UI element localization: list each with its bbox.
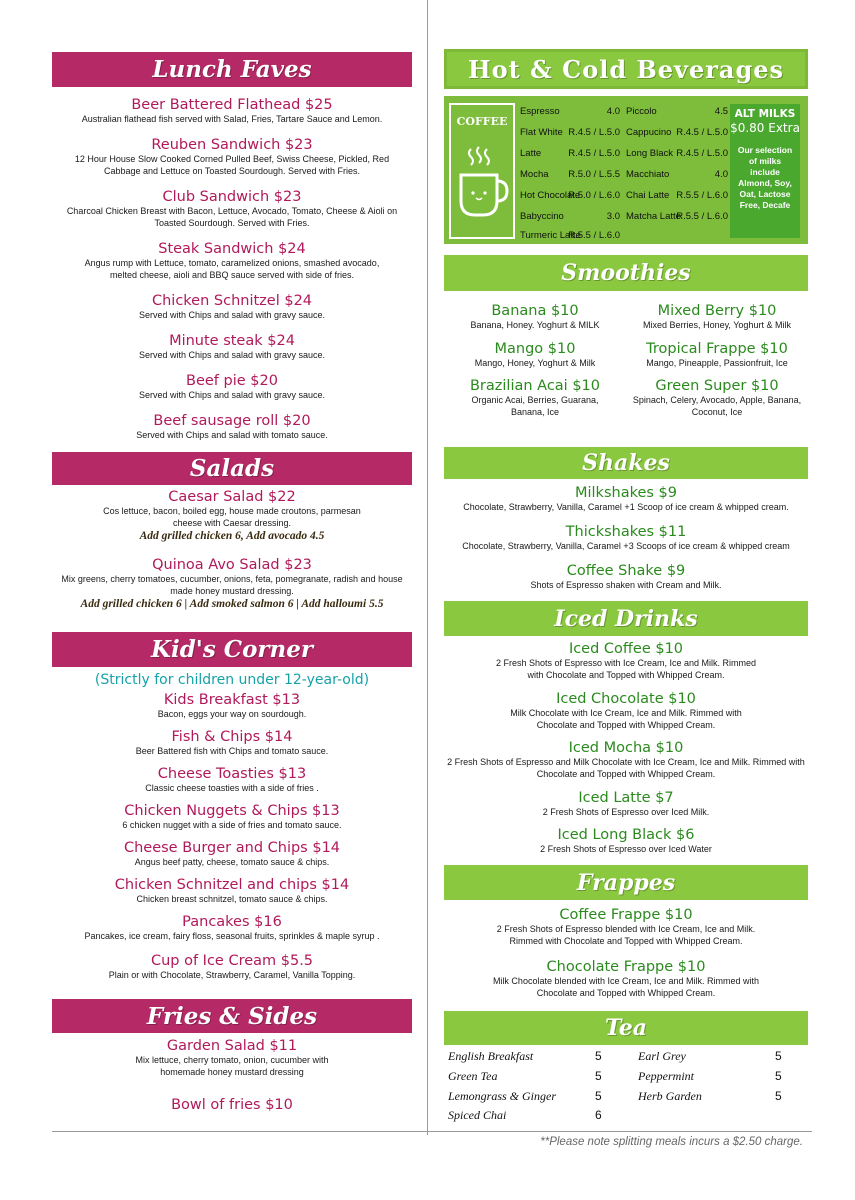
drink-name: Hot Chocolate bbox=[520, 190, 581, 201]
beverages-banner bbox=[444, 49, 808, 89]
item-desc: 2 Fresh Shots of Espresso over Iced Water bbox=[540, 844, 712, 854]
alt-milks-title: ALT MILKS bbox=[734, 108, 796, 120]
tea-list bbox=[444, 1049, 808, 1129]
section-title: Frappes bbox=[576, 869, 676, 896]
drink-price: R.5.5 / L.6.0 bbox=[676, 190, 728, 201]
item-desc: 6 chicken nugget with a side of fries and tomato sauce. bbox=[122, 820, 342, 830]
alt-milks-panel bbox=[730, 104, 800, 238]
item-name: Milkshakes $9 bbox=[574, 485, 677, 501]
item-desc: Served with Chips and salad with tomato sauce. bbox=[136, 430, 328, 440]
menu-item bbox=[52, 96, 412, 126]
drink-name: Matcha Latte bbox=[626, 211, 681, 222]
item-desc: Chocolate, Strawberry, Vanilla, Caramel +3 Scoops of ice cream & whipped cream bbox=[462, 541, 790, 551]
item-name: Iced Long Black $6 bbox=[557, 827, 695, 843]
coffee-panel bbox=[449, 103, 515, 239]
item-name: Beef sausage roll $20 bbox=[153, 413, 311, 429]
item-name: Beef pie $20 bbox=[186, 373, 278, 389]
footer-divider bbox=[52, 1131, 812, 1132]
section-title: Shakes bbox=[582, 450, 670, 476]
menu-item bbox=[52, 1096, 412, 1114]
menu-item bbox=[444, 958, 808, 999]
section-title: Kid's Corner bbox=[150, 636, 314, 663]
menu-item bbox=[52, 372, 412, 402]
kids-age-note: (Strictly for children under 12-year-old) bbox=[94, 672, 370, 688]
item-name: Reuben Sandwich $23 bbox=[151, 137, 313, 153]
drink-name: Chai Latte bbox=[626, 190, 670, 201]
coffee-row bbox=[520, 207, 620, 227]
item-desc: Mix greens, cherry tomatoes, cucumber, onions, feta, pomegranate, radish and house made honey mustard dressing. bbox=[61, 574, 403, 596]
item-name: Thickshakes $11 bbox=[565, 524, 687, 540]
item-desc: Banana, Honey. Yoghurt & MILK bbox=[470, 320, 600, 330]
left-column bbox=[52, 0, 412, 1130]
item-name: Tropical Frappe $10 bbox=[646, 341, 788, 357]
item-name: Cup of Ice Cream $5.5 bbox=[150, 953, 314, 969]
item-desc: Organic Acai, Berries, Guarana, Banana, Ice bbox=[471, 395, 599, 417]
drink-name: Mocha bbox=[520, 169, 549, 180]
menu-item bbox=[52, 765, 412, 795]
coffee-row bbox=[520, 165, 620, 185]
item-name: Cheese Burger and Chips $14 bbox=[123, 840, 341, 856]
item-name: Caesar Salad $22 bbox=[168, 489, 296, 505]
item-name: Chicken Nuggets & Chips $13 bbox=[124, 803, 340, 819]
item-desc: 2 Fresh Shots of Espresso blended with Ice Cream, Ice and Milk. Rimmed with Chocolate and Topped with Whipped Cream. bbox=[496, 924, 756, 946]
tea-price: 6 bbox=[595, 1108, 602, 1122]
item-desc: Milk Chocolate with Ice Cream, Ice and Milk. Rimmed with Chocolate and Topped with Whipped Cream. bbox=[510, 708, 742, 730]
kids-corner-banner bbox=[52, 632, 412, 667]
menu-item bbox=[52, 691, 412, 721]
item-name: Cheese Toasties $13 bbox=[157, 766, 307, 782]
item-name: Coffee Shake $9 bbox=[566, 563, 686, 579]
tea-price: 5 bbox=[595, 1069, 602, 1083]
menu-item bbox=[444, 302, 626, 332]
shakes-banner bbox=[444, 447, 808, 479]
item-desc: Served with Chips and salad with gravy sauce. bbox=[138, 310, 326, 320]
item-addons: Add grilled chicken 6, Add avocado 4.5 bbox=[139, 530, 325, 542]
menu-item bbox=[52, 952, 412, 982]
frappes-banner bbox=[444, 865, 808, 900]
tea-price: 5 bbox=[775, 1069, 782, 1083]
menu-item bbox=[52, 412, 412, 442]
right-column bbox=[444, 0, 808, 1130]
tea-name: Earl Grey bbox=[638, 1049, 686, 1063]
drink-price: 4.5 bbox=[714, 106, 728, 117]
item-name: Mixed Berry $10 bbox=[657, 303, 777, 319]
menu-item bbox=[444, 690, 808, 731]
item-name: Coffee Frappe $10 bbox=[559, 907, 693, 923]
tea-price: 5 bbox=[775, 1049, 782, 1063]
alt-milks-note: Our selection of milks include Almond, Soy, Oat, Lactose Free, Decafe bbox=[737, 145, 793, 210]
menu-item bbox=[52, 188, 412, 229]
item-desc: Served with Chips and salad with gravy sauce. bbox=[138, 390, 326, 400]
salads-banner bbox=[52, 452, 412, 485]
menu-item bbox=[444, 484, 808, 514]
smoothies-banner bbox=[444, 255, 808, 291]
smoothies-grid bbox=[444, 302, 808, 422]
item-desc: Chicken breast schnitzel, tomato sauce & chips. bbox=[136, 894, 328, 904]
item-desc: Pancakes, ice cream, fairy floss, seasonal fruits, sprinkles & maple syrup . bbox=[84, 931, 380, 941]
drink-price: R.5.0 / L.6.0 bbox=[568, 190, 620, 201]
coffee-row bbox=[520, 123, 620, 143]
item-name: Iced Chocolate $10 bbox=[556, 691, 696, 707]
item-desc: 2 Fresh Shots of Espresso with Ice Cream, Ice and Milk. Rimmed with Chocolate and Topped with Whipped Cream. bbox=[495, 658, 757, 680]
item-desc: Mixed Berries, Honey, Yoghurt & Milk bbox=[643, 320, 791, 330]
drink-name: Turmeric Latte bbox=[520, 230, 581, 241]
item-name: Beer Battered Flathead $25 bbox=[131, 97, 333, 113]
tea-name: Green Tea bbox=[448, 1069, 498, 1083]
item-desc: Mango, Honey, Yoghurt & Milk bbox=[474, 358, 596, 368]
drink-price: R.4.5 / L.5.0 bbox=[568, 148, 620, 159]
item-name: Chicken Schnitzel $24 bbox=[151, 293, 313, 309]
section-title: Fries & Sides bbox=[146, 1002, 318, 1030]
drink-price: 4.0 bbox=[714, 169, 728, 180]
section-title: Lunch Faves bbox=[152, 56, 312, 83]
item-desc: Mix lettuce, cherry tomato, onion, cucumber with homemade honey mustard dressing bbox=[135, 1055, 329, 1077]
coffee-label: COFFEE bbox=[456, 115, 508, 128]
tea-name: Herb Garden bbox=[638, 1089, 702, 1103]
section-title: Salads bbox=[189, 455, 275, 482]
item-desc: Shots of Espresso shaken with Cream and Milk. bbox=[530, 580, 722, 590]
item-name: Banana $10 bbox=[491, 303, 579, 319]
menu-item bbox=[52, 913, 412, 943]
drink-price: R.4.5 / L.5.0 bbox=[568, 127, 620, 138]
item-name: Chocolate Frappe $10 bbox=[546, 959, 706, 975]
menu-item bbox=[626, 340, 808, 370]
item-desc: Chocolate, Strawberry, Vanilla, Caramel +1 Scoop of ice cream & whipped cream. bbox=[463, 502, 789, 512]
menu-item bbox=[52, 802, 412, 832]
item-name: Green Super $10 bbox=[655, 378, 779, 394]
item-name: Brazilian Acai $10 bbox=[469, 378, 600, 394]
menu-item bbox=[444, 906, 808, 947]
iced-drinks-banner bbox=[444, 601, 808, 636]
drink-name: Latte bbox=[520, 148, 542, 159]
section-title: Hot & Cold Beverages bbox=[447, 52, 805, 86]
item-addons: Add grilled chicken 6 | Add smoked salmon 6 | Add halloumi 5.5 bbox=[80, 598, 384, 610]
item-name: Chicken Schnitzel and chips $14 bbox=[114, 877, 350, 893]
item-name: Quinoa Avo Salad $23 bbox=[152, 557, 312, 573]
menu-item bbox=[52, 876, 412, 906]
item-desc: Cos lettuce, bacon, boiled egg, house made croutons, parmesan cheese with Caesar dressing. bbox=[103, 506, 361, 528]
coffee-row bbox=[520, 226, 620, 246]
menu-item bbox=[52, 728, 412, 758]
tea-name: Lemongrass & Ginger bbox=[448, 1089, 557, 1103]
menu-item bbox=[52, 240, 412, 281]
item-name: Iced Mocha $10 bbox=[568, 740, 684, 756]
tea-price: 5 bbox=[595, 1089, 602, 1103]
menu-item bbox=[444, 523, 808, 553]
drink-name: Flat White bbox=[520, 127, 563, 138]
drink-name: Espresso bbox=[520, 106, 560, 117]
item-desc: 2 Fresh Shots of Espresso and Milk Chocolate with Ice Cream, Ice and Milk. Rimmed with Chocolate and Topped with Whipped Cream. bbox=[447, 757, 805, 779]
item-desc: Bacon, eggs your way on sourdough. bbox=[157, 709, 307, 719]
tea-name: Spiced Chai bbox=[448, 1108, 507, 1122]
menu-item bbox=[52, 839, 412, 869]
tea-name: English Breakfast bbox=[448, 1049, 534, 1063]
fries-sides-banner bbox=[52, 999, 412, 1033]
lunch-faves-banner bbox=[52, 52, 412, 87]
item-name: Club Sandwich $23 bbox=[162, 189, 302, 205]
coffee-menu-box bbox=[444, 96, 808, 244]
menu-item bbox=[444, 340, 626, 370]
menu-item bbox=[52, 556, 412, 611]
drink-price: 3.0 bbox=[606, 211, 620, 222]
menu-item bbox=[444, 640, 808, 681]
menu-item bbox=[52, 332, 412, 362]
coffee-cup-icon bbox=[457, 145, 511, 225]
column-divider bbox=[427, 0, 428, 1135]
section-title: Tea bbox=[604, 1015, 648, 1041]
coffee-row bbox=[626, 207, 728, 227]
item-desc: Spinach, Celery, Avocado, Apple, Banana, Coconut, Ice bbox=[632, 395, 802, 417]
menu-item bbox=[444, 377, 626, 418]
item-name: Iced Latte $7 bbox=[578, 790, 674, 806]
item-name: Mango $10 bbox=[494, 341, 576, 357]
item-desc: Plain or with Chocolate, Strawberry, Caramel, Vanilla Topping. bbox=[108, 970, 356, 980]
menu-item bbox=[444, 562, 808, 592]
item-name: Pancakes $16 bbox=[182, 914, 282, 930]
coffee-row bbox=[520, 186, 620, 206]
coffee-row bbox=[520, 144, 620, 164]
coffee-row bbox=[626, 186, 728, 206]
drink-price: R.4.5 / L.5.0 bbox=[676, 127, 728, 138]
item-name: Kids Breakfast $13 bbox=[163, 692, 301, 708]
coffee-row bbox=[520, 102, 620, 122]
splitting-charge-note: **Please note splitting meals incurs a $2.50 charge. bbox=[540, 1136, 803, 1148]
coffee-row bbox=[626, 165, 728, 185]
item-desc: Australian flathead fish served with Salad, Fries, Tartare Sauce and Lemon. bbox=[81, 114, 383, 124]
tea-banner bbox=[444, 1011, 808, 1045]
item-name: Minute steak $24 bbox=[169, 333, 295, 349]
section-title: Iced Drinks bbox=[554, 605, 698, 632]
drink-name: Babyccino bbox=[520, 211, 564, 222]
alt-milks-price: $0.80 Extra bbox=[730, 121, 800, 135]
section-title: Smoothies bbox=[561, 260, 691, 286]
item-desc: Angus beef patty, cheese, tomato sauce & chips. bbox=[134, 857, 330, 867]
drink-price: R.4.5 / L.5.0 bbox=[676, 148, 728, 159]
item-desc: Mango, Pineapple, Passionfruit, Ice bbox=[646, 358, 788, 368]
tea-name: Peppermint bbox=[638, 1069, 694, 1083]
item-name: Bowl of fries $10 bbox=[171, 1097, 293, 1113]
item-desc: 12 Hour House Slow Cooked Corned Pulled Beef, Swiss Cheese, Pickled, Red Cabbage and Lettuce on Toasted Sourdough. Served with Fries. bbox=[74, 154, 390, 176]
item-name: Garden Salad $11 bbox=[166, 1038, 298, 1054]
item-desc: Charcoal Chicken Breast with Bacon, Lettuce, Avocado, Tomato, Cheese & Aioli on Toasted Sourdough. Served with Fries. bbox=[66, 206, 398, 228]
coffee-row bbox=[626, 102, 728, 122]
menu-item bbox=[626, 377, 808, 418]
drink-name: Long Black bbox=[626, 148, 674, 159]
menu-item bbox=[52, 488, 412, 543]
item-name: Fish & Chips $14 bbox=[171, 729, 293, 745]
item-name: Iced Coffee $10 bbox=[568, 641, 684, 657]
drink-name: Piccolo bbox=[626, 106, 657, 117]
drink-price: 4.0 bbox=[606, 106, 620, 117]
item-desc: 2 Fresh Shots of Espresso over Iced Milk. bbox=[542, 807, 710, 817]
item-desc: Milk Chocolate blended with Ice Cream, Ice and Milk. Rimmed with Chocolate and Topped with Whipped Cream. bbox=[492, 976, 760, 998]
menu-item bbox=[52, 1037, 412, 1078]
coffee-row bbox=[626, 144, 728, 164]
tea-price: 5 bbox=[775, 1089, 782, 1103]
drink-name: Cappucino bbox=[626, 127, 672, 138]
drink-price: R.5.5 / L.6.0 bbox=[676, 211, 728, 222]
coffee-row bbox=[626, 123, 728, 143]
tea-price: 5 bbox=[595, 1049, 602, 1063]
item-desc: Classic cheese toasties with a side of fries . bbox=[145, 783, 319, 793]
drink-price: R.5.5 / L.6.0 bbox=[568, 230, 620, 241]
drink-price: R.5.0 / L.5.5 bbox=[568, 169, 620, 180]
menu-item bbox=[444, 826, 808, 856]
menu-item bbox=[52, 136, 412, 177]
drink-name: Macchiato bbox=[626, 169, 670, 180]
menu-item bbox=[444, 739, 808, 780]
item-desc: Angus rump with Lettuce, tomato, caramelized onions, smashed avocado, melted cheese, aioli and BBQ sauce served with side of fries. bbox=[84, 258, 380, 280]
menu-item bbox=[626, 302, 808, 332]
menu-item bbox=[52, 292, 412, 322]
item-desc: Beer Battered fish with Chips and tomato sauce. bbox=[135, 746, 329, 756]
menu-item bbox=[444, 789, 808, 819]
item-desc: Served with Chips and salad with gravy sauce. bbox=[138, 350, 326, 360]
item-name: Steak Sandwich $24 bbox=[158, 241, 306, 257]
